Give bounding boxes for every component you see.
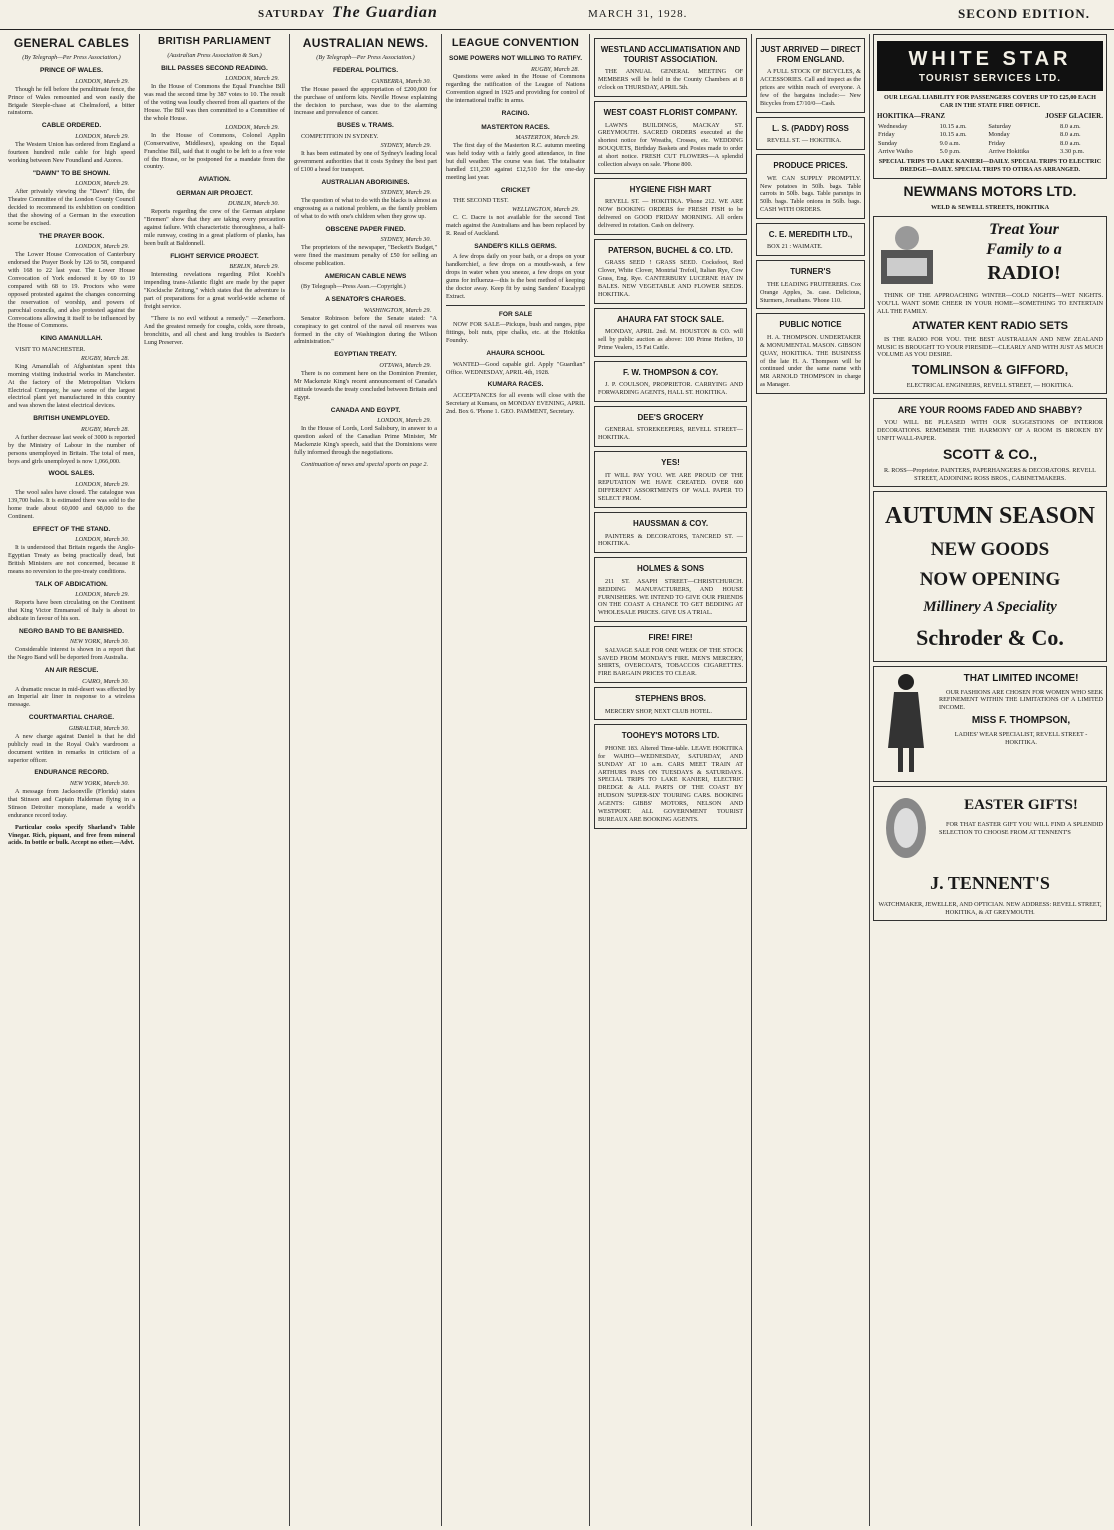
ad-text: MONDAY, APRIL 2nd. M. HOUSTON & CO. will sell by public auction as above: 100 Prime Heifers, 10 Prime Vealers, 15 Fat Cattle. [598,328,743,352]
item-text: C. C. Dacre is not available for the second Test match against the Australians and has been replaced by R. Read of Auckland. [446,214,585,237]
item-dateline: LONDON, March 29. [75,243,129,251]
item-text: In the House of Commons, Colonel Applin (Conservative, Middlesex), speaking on the Equal Franchise Bill, said that it ought to be left to a free vote of the House, or be postponed for a mandate from the country. [144,131,285,171]
item-title: EFFECT OF THE STAND. [32,525,111,533]
news-item [294,179,437,221]
ad-title: YES! [661,458,680,468]
masthead-title: The Guardian [332,4,438,21]
ad-text: REVELL ST. — HOKITIKA. [767,137,842,145]
ad-title: TOOHEY'S MOTORS LTD. [621,731,720,741]
column-australian-news [290,34,442,1526]
masthead [0,0,1114,30]
news-item [446,66,585,106]
item-title: GERMAN AIR PROJECT. [176,189,253,197]
scott-ad [873,398,1107,487]
figure-leg-shape [898,748,903,772]
item-title: RACING. [501,110,530,118]
item-text: Reports regarding the crew of the German airplane "Bremen" show that they are taking every precaution against failure. With characteristic thoroughness, a half-mile runway, costing in a great platform of planks, has been built at Baldonnell. [144,208,285,247]
item-text: In the House of Commons the Equal Franchise Bill was read the second time by 387 votes to 10. The result of the voting was loudly cheered from all quarters of the House. The Bill was then committed to a Committee of the whole House. [144,83,285,122]
item-text: NOW FOR SALE—Pickups, bush and ranges, pipe fittings, bolt nuts, pipe chalks, etc. at the Hokitika Foundry. [446,321,585,345]
news-item [144,253,285,311]
news-item [144,176,285,184]
ad-text: LAWN'S BUILDINGS, MACKAY ST. GREYMOUTH. SACRED ORDERS executed at the shortest notice for Wreaths, Crosses, etc. WEDDING BOUQUETS, Birthday Baskets and Posies made to order at short notice. FRESH CUT FLOWERS—A splendid collection always on sale. 'Phone 800. [598,121,743,169]
item-text: THE SECOND TEST. [453,197,509,205]
ad-title: STEPHENS BROS. [635,694,706,704]
faded-rooms: ARE YOUR ROOMS FADED AND SHABBY? [897,404,1083,415]
classified-ad [594,406,747,447]
item-dateline: LONDON, March 29. [75,132,129,140]
ad-title: HYGIENE FISH MART [629,185,712,195]
news-item [294,122,437,140]
news-item [8,628,135,662]
classified-ad [756,38,865,113]
item-text: King Amanullah of Afghanistan spent this morning visiting industrial works in Manchester. At the factory of the Metropolitan Vickers Electrical Company, he saw some of the largest electrical plant yet manufactured in this country and was shown the latest electrical devices. [8,362,135,410]
classified-ad [756,117,865,150]
item-text: (By Telegraph—Press Assn.—Copyright.) [301,283,406,291]
easter-egg-highlight-shape [894,808,918,848]
ad-title: PRODUCE PRICES. [773,161,848,171]
ad-title: JUST ARRIVED — DIRECT FROM ENGLAND. [760,45,861,65]
radio-text: THINK OF THE APPROACHING WINTER—COLD NIGHTS—WET NIGHTS. YOU'LL WANT SOME CHEER IN YOUR HOME—SOMETHING TO ENTERTAIN ALL THE FAMILY. [877,291,1103,315]
item-dateline: LONDON, March 29. [377,416,431,424]
item-dateline: GIBRALTAR, March 30. [68,724,129,732]
ad-title: HOLMES & SONS [636,564,705,574]
item-text: A further decrease last week of 3000 is reported by the Ministry of Labour in the number of persons unemployed in Britain. The total of men, boys and girls unemployed is now 1,066,000. [8,433,135,465]
white-star-banner [877,41,1103,91]
advert-footer: "There is no evil without a remedy." —Zenerhorn. And the greatest remedy for coughs, colds, sore throats, bronchitis, and all chest and lung troubles is Baxter's Lung Preserver. [144,314,285,346]
timetable-cell: Wednesday [878,123,908,131]
news-item [294,273,437,291]
ad-list [446,311,585,416]
white-star-title: WHITE STAR [908,48,1072,70]
radio-listener-illustration [877,220,941,292]
item-title: THE PRAYER BOOK. [38,232,105,240]
item-title: AUSTRALIAN ABORIGINES. [321,178,410,186]
timetable-cell: 5.0 p.m. [939,147,961,155]
divider [446,305,585,306]
ad-text: GRASS SEED ! GRASS SEED. Cocksfoot, Red Clover, White Clover, Montrial Trefoil, Italian Rye, Cow Grass, Eng. Rye. CANTERBURY LUCERNE HAY IN BALES. NEW VEGETABLE AND FLOWER SEEDS. HOKITIKA. [598,259,743,299]
schroder-ad [873,491,1107,662]
limited-income: THAT LIMITED INCOME! [963,672,1079,684]
classified-ad [594,451,747,508]
ad-text: H. A. THOMPSON. UNDERTAKER & MONUMENTAL MASON. GIBSON QUAY, HOKITIKA. THE BUSINESS of the late H. A. Thompson will be continued under the same name with MR ARNOLD THOMPSON in charge as Manager. [760,333,861,389]
masthead-edition: SECOND EDITION. [958,6,1091,21]
ad-text: MERCERY SHOP, NEXT CLUB HOTEL. [605,707,712,715]
press-credit: (Australian Press Association & Sun.) [167,51,262,59]
news-item [446,187,585,205]
fashion-ad [873,666,1107,782]
timetable-cell: Saturday [988,123,1012,131]
item-title: KING AMANULLAH. [40,335,103,343]
item-title: NEGRO BAND TO BE BANISHED. [18,627,125,635]
item-title: BILL PASSES SECOND READING. [161,64,268,72]
special-trips: SPECIAL TRIPS TO LAKE KANIERI—DAILY. SPECIAL TRIPS TO ELECTRIC DREDGE—DAILY. SPECIAL TRIPS TO OTIRA AS ARRANGED. [878,157,1102,173]
continued-note: Continuation of news and special sports on page 2. [301,460,429,468]
tennent-name: J. TENNENT'S [930,872,1050,893]
route-header [877,112,1103,121]
news-item [294,407,437,457]
item-text: Questions were asked in the House of Commons regarding the ratification of the League of Nations Convention signed in 1925 and providing for control of the international traffic in arms. [446,73,585,105]
tomlinson-gifford: TOMLINSON & GIFFORD, [911,362,1069,378]
radio-line-1: Treat Your [989,220,1059,238]
timetable-cell: 10.15 a.m. [939,131,967,139]
news-item [446,110,585,118]
ad-text: 211 ST. ASAPH STREET—CHRISTCHURCH. BEDDING MANUFACTURERS, AND HOUSE FURNISHERS. WE INTEND TO GIVE OUR FRIENDS ON THE COAST A CHANCE TO GET BEDDING AT WHOLESALE PRICES. GIVE US A TRIAL. [598,577,743,617]
item-dateline: CAIRO, March 30. [82,677,129,685]
item-title: EGYPTIAN TREATY. [334,351,397,359]
timetable-cell: Friday [878,131,895,139]
ad-title: L. S. (PADDY) ROSS [772,124,849,134]
press-credit: (By Telegraph—Per Press Association.) [22,54,121,62]
classified-ad [594,308,747,357]
classified-ad [756,223,865,256]
listener-head-shape [895,226,919,250]
item-dateline: SYDNEY, March 30. [380,236,431,244]
timetable-cell: Arrive Waiho [878,147,913,155]
news-item [144,190,285,248]
item-text: Interesting revelations regarding Pilot Koehl's impending trans-Atlantic flight are made by the paper "Kockische Zeitung," which states that the adventure is part of preparations for a great world-wide scheme of freight service. [144,271,285,311]
classified-ad [594,512,747,553]
ad-title: AHAURA FAT STOCK SALE. [617,315,724,325]
ad-title: PATERSON, BUCHEL & CO. LTD. [608,246,733,256]
item-dateline: LONDON, March 30. [75,536,129,544]
classified-ad [594,101,747,174]
radio-ad [873,216,1107,394]
ad-title: C. E. MEREDITH LTD., [768,230,853,240]
item-title: BUSES v. TRAMS. [337,122,394,130]
atwater-text: IS THE RADIO FOR YOU. THE BEST AUSTRALIAN AND NEW ZEALAND MUSIC IS BROUGHT TO YOUR FIRESIDE—CLEARLY AND WITH JUST AS MUCH VOLUME AS YOU DESIRE. [877,335,1103,359]
white-star-ad [873,34,1107,179]
tennent-address: WATCHMAKER, JEWELLER, AND OPTICIAN. NEW ADDRESS: REVELL STREET, HOKITIKA, & AT GREYMOUTH. [878,900,1102,916]
news-item [294,67,437,117]
column-classifieds-a [590,34,752,1526]
item-text: The House passed the appropriation of £200,000 for the purchase of uniform kits. Neville Howse explaining the decision to purchase, was due to the alarming increase and prevalence of cancer. [294,85,437,117]
item-title: FOR SALE [498,310,533,318]
item-title: MASTERTON RACES. [481,123,550,131]
article-list [294,67,437,456]
item-text: A new charge against Daniel is that he did publicly read in the Royal Oak's wardroom a document written in remarks in criticism of a superior officer. [8,732,135,764]
news-item [8,470,135,520]
item-text: Considerable interest is shown in a report that the Negro Band will be deported from Australia. [8,646,135,662]
easter-text: FOR THAT EASTER GIFT YOU WILL FIND A SPLENDID SELECTION TO CHOOSE FROM AT TENNENT'S [939,820,1103,836]
tennent-copy [939,790,1103,866]
news-item [446,311,585,345]
radio-line-3: RADIO! [987,261,1061,284]
radio-panel-shape [887,258,927,276]
masthead-date: MARCH 31, 1928. [588,8,688,20]
white-star-subtitle: TOURIST SERVICES LTD. [918,72,1062,84]
ad-title: FIRE! FIRE! [648,633,693,643]
item-dateline: BERLIN, March 29. [229,263,279,271]
timetable-cell: 3.30 p.m. [1060,147,1085,155]
classified-ad [594,557,747,622]
item-text: VISIT TO MANCHESTER. [15,345,86,353]
item-text: A message from Jacksonville (Florida) states that Stinson and Captain Haldeman flying in a Stinson Detroiter monoplane, made a world's endurance record today. [8,787,135,819]
item-text: The question of what to do with the blacks is almost as engrossing as a national problem, as the family problem of what to do with one's children when they grow up. [294,196,437,220]
newmans-motors: NEWMANS MOTORS LTD. [903,182,1077,199]
item-title: FEDERAL POLITICS. [332,67,399,75]
timetable-cell: Sunday [878,139,898,147]
news-item [8,769,135,819]
fashion-figure-illustration [877,670,935,778]
timetable-cell: 10.15 a.m. [939,123,967,131]
timetable-cell: Arrive Hokitika [988,147,1029,155]
item-title: AVIATION. [198,176,231,184]
item-title: WOOL SALES. [48,470,95,478]
news-item [8,415,135,465]
ad-text: BOX 21 : WAIMATE. [767,243,823,251]
timetable-row [877,123,1103,131]
item-title: KUMARA RACES. [487,381,544,389]
heading-british-parliament: BRITISH PARLIAMENT [158,36,271,47]
item-title: PRINCE OF WALES. [39,67,103,75]
press-credit: (By Telegraph—Per Press Association.) [316,54,415,62]
news-item [8,581,135,623]
column-british-parliament [140,34,290,1526]
miss-thompson: MISS F. THOMPSON, [971,715,1071,727]
item-text: The Western Union has ordered from England a fourteen hundred mile cable for high speed working between New Foundland and Azores. [8,140,135,164]
item-title: AN AIR RESCUE. [44,667,99,675]
radio-headline [945,220,1103,292]
tennent-layout [877,790,1103,866]
news-item [8,335,135,353]
thompson-address: LADIES' WEAR SPECIALIST, REVELL STREET - HOKITIKA. [954,731,1088,747]
heading-australian-news: AUSTRALIAN NEWS. [302,36,429,50]
masthead-day: SATURDAY [258,8,326,20]
figure-head-shape [898,674,914,690]
item-text: A dramatic rescue in mid-desert was effected by an Imperial air liner in response to a wireless message. [8,685,135,709]
item-title: SANDER'S KILLS GERMS. [474,242,557,250]
item-dateline: LONDON, March 29. [75,480,129,488]
news-item [144,124,285,172]
item-dateline: RUGBY, March 28. [80,425,129,433]
ad-list [756,38,865,394]
route-right: JOSEF GLACIER. [1045,112,1103,121]
ad-text: SALVAGE SALE FOR ONE WEEK OF THE STOCK SAVED FROM MONDAY'S FIRE. MEN'S MERCERY, SHIRTS, OVERCOATS, TOBACCOS CIGARETTES. FIRE BARGAIN PRICES TO CLEAR. [598,646,743,678]
article-list [144,65,285,311]
item-title: ENDURANCE RECORD. [34,769,109,777]
news-item [8,122,135,164]
item-title: AHAURA SCHOOL [486,350,545,358]
easter-gifts: EASTER GIFTS! [964,796,1078,813]
item-dateline: LONDON, March 29. [225,75,279,83]
timetable-cell: Monday [988,131,1010,139]
item-dateline: NEW YORK, March 30. [69,779,129,787]
route-left: HOKITIKA—FRANZ [877,112,946,121]
ad-text: J. P. COULSON, PROPRIETOR. CARRYING AND FORWARDING AGENTS, HALL ST. HOKITIKA. [598,381,743,397]
news-item [8,233,135,331]
item-title: FLIGHT SERVICE PROJECT. [170,252,259,260]
classified-ad [756,313,865,394]
news-item [294,226,437,268]
item-title: A SENATOR'S CHARGES. [325,296,406,304]
item-title: COURTMARTIAL CHARGE. [28,714,115,722]
classified-ad [594,687,747,720]
news-item [446,206,585,238]
timetable-cell: 8.0 a.m. [1060,139,1081,147]
news-item [8,714,135,764]
classified-ad [594,178,747,235]
item-title: CABLE ORDERED. [41,122,102,130]
item-text: WANTED—Good capable girl. Apply "Guardian" Office. WEDNESDAY, APRIL 4th, 1928. [446,360,585,376]
autumn-season: AUTUMN SEASON [884,503,1096,530]
news-item [446,350,585,376]
item-title: "DAWN" TO BE SHOWN. [32,169,111,177]
fashion-copy [939,670,1103,778]
heading-general-cables: GENERAL CABLES [13,36,130,50]
news-item [294,296,437,346]
scott-address: R. ROSS—Proprietor. PAINTERS, PAPERHANGERS & DECORATORS. REVELL STREET, ADJOINING ROSS BROS., CABINETMAKERS. [884,467,1096,483]
news-item [8,355,135,411]
item-dateline: LONDON, March 29. [75,180,129,188]
news-item [8,526,135,576]
item-text: It is understood that Britain regards the Anglo-Egyptian Treaty as being practically dead, but British Ministers are not concerned, because it means no reversion to the pre-treaty conditions. [8,543,135,575]
ad-title: TURNER'S [790,267,831,277]
ad-text: REVELL ST. — HOKITIKA. 'Phone 212. WE ARE NOW BOOKING ORDERS for FRESH FISH to be delivered on GOOD FRIDAY MORNING. All orders delivered in rotation. Cash on delivery. [598,198,743,230]
figure-leg-shape [909,748,914,772]
faded-text: YOU WILL BE PLEASED WITH OUR SUGGESTIONS OF INTERIOR DECORATIONS. REMEMBER THE HARMONY OF A ROOM IS BROKEN BY UNFIT WALL-PAPER. [877,419,1103,443]
news-item [144,65,285,123]
timetable-row [877,131,1103,139]
item-text: ACCEPTANCES for all events will close with the Secretary at Kumara, on MONDAY EVENING, APRIL 2nd. Box 6. 'Phone 1. GEO. PAMMENT, Secretary. [446,391,585,415]
item-dateline: CANBERRA, March 30. [371,77,431,85]
easter-figure-illustration [877,790,935,866]
fashion-layout [877,670,1103,778]
article-list [8,67,135,819]
news-item [446,124,585,182]
item-dateline: RUGBY, March 28. [80,354,129,362]
item-text: It has been estimated by one of Sydney's leading local government authorities that it costs Sydney the best part of £100 a head for transport. [294,149,437,173]
item-dateline: MASTERTON, March 29. [515,134,579,142]
ad-text: THE ANNUAL GENERAL MEETING OF MEMBERS will be held in the County Chambers at 8 o'clock on THURSDAY, APRIL 5th. [598,68,743,92]
white-star-liability: OUR LEGAL LIABILITY FOR PASSENGERS COVERS UP TO £25,00 EACH CAR IN THE STATE FIRE OFFICE. [884,94,1096,110]
item-dateline: DUBLIN, March 30. [228,200,279,208]
news-item [294,351,437,401]
ad-title: F. W. THOMPSON & COY. [622,368,719,378]
timetable-cell: Friday [988,139,1006,147]
timetable-cell: 9.0 a.m. [939,139,961,147]
advert-footer: Particular cooks specify Sharland's Table Vinegar. Rich, piquant, and free from mineral acids. In bottle or bulk. Accept no other.—Advt. [8,823,135,847]
item-text: In the House of Lords, Lord Salisbury, in answer to a question asked of the Canadian Prime Minister, Mr Mackenzie King's speech, said that the Dominions were fully informed through the negotiations. [294,424,437,456]
news-item [446,243,585,301]
classified-ad [756,260,865,309]
ad-title: PUBLIC NOTICE [779,320,842,330]
item-title: AMERICAN CABLE NEWS [324,272,407,280]
item-text: Though he fell before the penultimate fence, the Prince of Wales remounted and won easily the Brigade Steeple-chase at Chelmsford, a bitter rainstorm. [8,85,135,117]
ad-title: DEE'S GROCERY [637,413,704,423]
column-league-convention [442,34,590,1526]
item-text: The Lower House Convocation of Canterbury endorsed the Prayer Book by 126 to 58, compared with 168 to 22 last year. The Lower House Convocation of York endorsed it by 69 to 19 compared with 68 to 19. Proctors who were opposed protested against the changes concerning the reservation of worship, and powers of parochial councils, and also protested against the Convocations allowing it itself to be influenced by the House of Commons. [8,251,135,330]
news-item [8,170,135,228]
item-dateline: OTTAWA, March 29. [379,361,431,369]
ad-text: WE CAN SUPPLY PROMPTLY. New potatoes in 50lb. bags. Table carrots in 50lb. bags. Table parsnips in 50lb. bags. Table onions in 56lb. bags. CASH WITH ORDERS. [760,174,861,214]
classified-ad [594,38,747,97]
heading-league-convention: LEAGUE CONVENTION [451,37,580,49]
item-title: CANADA AND EGYPT. [330,406,401,414]
ad-text: A FULL STOCK OF BICYCLES, & ACCESSORIES. Call and inspect as the prices are within reach of everyone. A few of the bargains include:— New Bicycles from £7/10/0—Cash. [760,68,861,108]
timetable-cell: 8.0 a.m. [1060,123,1081,131]
ad-title: HAUSSMAN & COY. [632,519,709,529]
item-text: After privately viewing the "Dawn" film, the Theatre Committee of the London County Council decided to recommend its exhibition on condition that the showing of a German in the execution scene be excised. [8,187,135,227]
ad-text: IT WILL PAY YOU. WE ARE PROUD OF THE REPUTATION WE HAVE CREATED. OVER 600 DIFFERENT ASSORTMENTS OF WALL PAPER TO SELECT FROM. [598,471,743,503]
classified-ad [594,361,747,402]
item-dateline: SYDNEY, March 29. [380,188,431,196]
item-dateline: LONDON, March 29. [75,591,129,599]
item-dateline: WELLINGTON, March 29. [511,206,579,214]
figure-dress-shape [888,692,924,748]
news-item [294,142,437,174]
new-goods: NEW GOODS [930,538,1050,560]
item-text: There is no comment here on the Dominion Premier, Mr Mackenzie King's recent announcement of Canada's attitude towards the treaty concluded between Britain and Egypt. [294,369,437,401]
classified-ad [756,154,865,219]
classified-ad [594,724,747,829]
timetable-cell: 8.0 a.m. [1060,131,1081,139]
atwater-kent: ATWATER KENT RADIO SETS [911,319,1069,332]
column-classifieds-b [752,34,870,1526]
news-item [446,381,585,415]
item-dateline: RUGBY, March 28. [530,65,579,73]
item-text: The wool sales have closed. The catalogue was 139,700 bales. It is estimated there was sold to the home trade about 60,000 and 68,000 to the Continent. [8,488,135,520]
now-opening: NOW OPENING [919,569,1061,591]
subheading: SOME POWERS NOT WILLING TO RATIFY. [448,55,583,63]
ad-list [594,38,747,829]
classified-ad [594,239,747,304]
radio-line-2: Family to a [986,241,1062,259]
timetable [877,123,1103,156]
item-title: CRICKET [500,186,531,194]
column-display-ads [870,34,1110,1526]
item-text: Reports have been circulating on the Continent that King Victor Emmanuel of Italy is about to abdicate in favour of his son. [8,599,135,622]
ad-text: GENERAL STOREKEEPERS, REVELL STREET—HOKITIKA. [598,426,743,442]
ad-title: WEST COAST FLORIST COMPANY. [603,108,738,118]
item-title: OBSCENE PAPER FINED. [325,225,406,233]
item-dateline: NEW YORK, March 30. [69,638,129,646]
millinery: Millinery A Speciality [923,599,1057,616]
timetable-row [877,140,1103,148]
news-item [8,667,135,709]
item-text: The proprietors of the newspaper, "Beckett's Budget," were fined the maximum penalty of £50 for selling an obscene publication. [294,244,437,267]
newmans-address: WELD & SEWELL STREETS, HOKITIKA [930,203,1050,211]
scott-co: SCOTT & CO., [942,446,1038,463]
radio-layout [877,220,1103,292]
article-list [446,66,585,301]
column-general-cables [4,34,140,1526]
item-title: BRITISH UNEMPLOYED. [33,415,110,423]
ad-title: WESTLAND ACCLIMATISATION AND TOURIST ASSOCIATION. [600,45,741,65]
news-item [8,67,135,117]
item-text: Senator Robinson before the Senate stated: "A conspiracy to get control of the naval oil reserves was formed in the city of Washington during the Wilson administration." [294,314,437,346]
item-text: COMPETITION IN SYDNEY. [301,132,379,140]
ad-text: THE LEADING FRUITERERS. Cox Orange Apples, 3s. case. Delicious, Sturmers, Jonathans. 'Phone 110. [760,280,861,304]
tennent-ad [873,786,1107,921]
timetable-row [877,148,1103,156]
classified-ad [594,626,747,683]
item-text: The first day of the Masterton R.C. autumn meeting was held today with a fairly good attendance, in fine but dull weather. The course was fast. The totalisator handled £11,230 against £12,510 for the one-day meeting last year. [446,142,585,181]
ad-text: PHONE 183. Altered Time-table. LEAVE HOKITIKA for WAIHO—WEDNESDAY, SATURDAY, AND SUNDAY AT 10 a.m. CARS MEET TRAIN AT ARTHURS PASS ON TUESDAYS & SATURDAYS. SPECIAL TRIPS TO LAKE KANIERI, ELECTRIC DREDGE & ALL PARTS OF THE COAST BY HUDSON 'SUPER-SIX' TOURING CARS. BOOKING AGENTS: GIBBS' MOTORS, NELSON AND WESTPORT. ALL GOVERNMENT TOURIST BUREAUX ARE BOOKING AGENTS. [598,744,743,824]
tomlinson-address: ELECTRICAL ENGINEERS, REVELL STREET, — HOKITIKA. [906,382,1074,390]
item-dateline: SYDNEY, March 29. [380,141,431,149]
item-dateline: LONDON, March 29. [225,123,279,131]
schroder-co: Schroder & Co. [916,624,1064,650]
item-dateline: WASHINGTON, March 29. [363,306,431,314]
item-text: A few drops daily on your bath, or a drops on your handkerchief, a few drops on a mouth-wash, a few drops in water when you sneeze, a few drops on your gums for influenza—this is the best method of keeping the doctor away. Keep fit by using Sanders' Eucalypti Extract. [446,253,585,300]
item-dateline: LONDON, March 29. [75,77,129,85]
item-title: TALK OF ABDICATION. [35,580,108,588]
ad-text: PAINTERS & DECORATORS, TANCRED ST. — HOKITIKA. [598,532,743,548]
income-text: OUR FASHIONS ARE CHOSEN FOR WOMEN WHO SEEK REFINEMENT WITHIN THE LIMITATIONS OF A LIMITED INCOME. [939,688,1103,712]
page-columns [4,34,1110,1526]
